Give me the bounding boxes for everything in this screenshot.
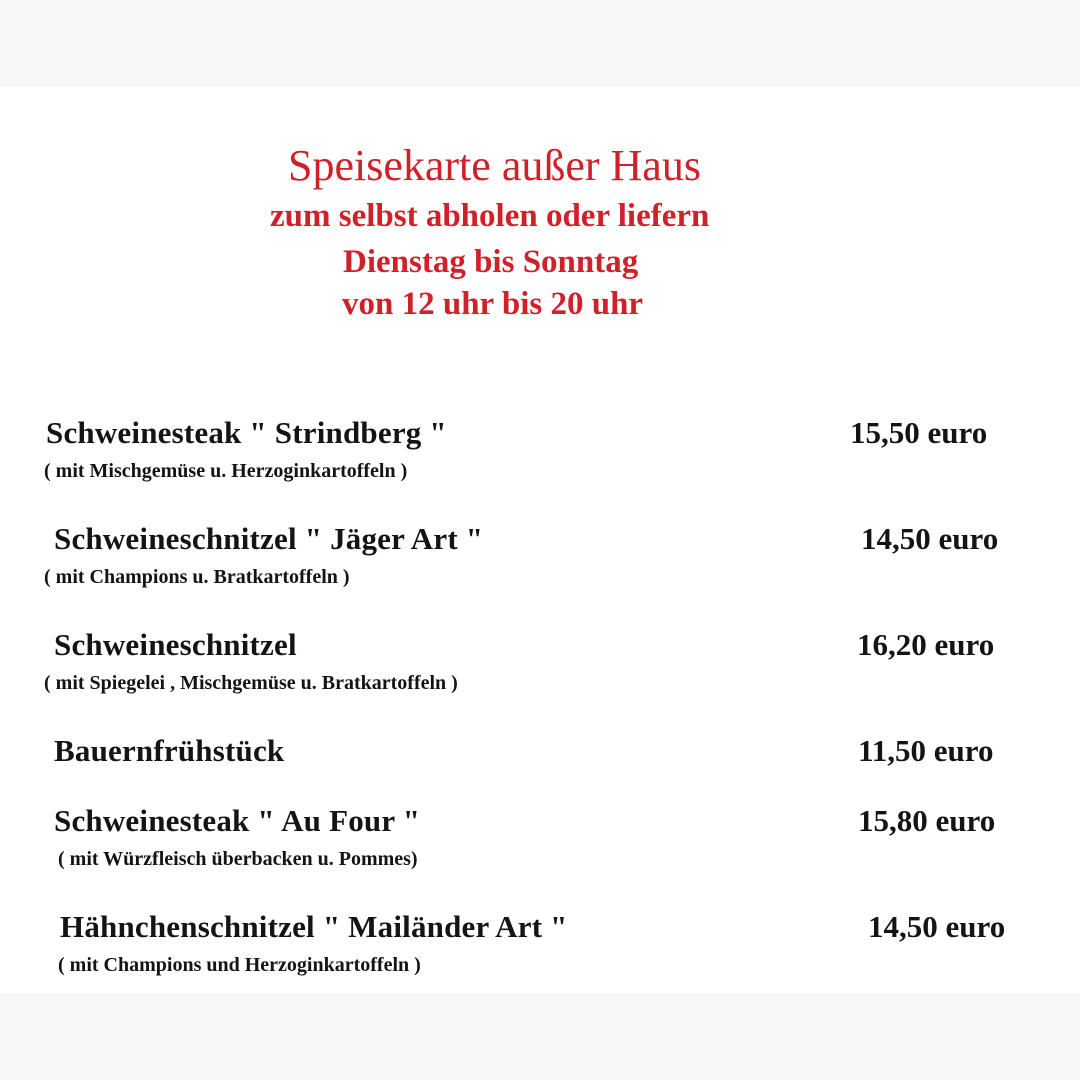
dish-description: ( mit Mischgemüse u. Herzoginkartoffeln ) bbox=[44, 460, 408, 482]
dish-price: 11,50 euro bbox=[858, 733, 994, 768]
dish-price: 14,50 euro bbox=[868, 909, 1006, 944]
opening-hours: von 12 uhr bis 20 uhr bbox=[342, 286, 644, 322]
opening-days: Dienstag bis Sonntag bbox=[343, 244, 639, 280]
dish-name: Schweinesteak " Au Four " bbox=[54, 803, 421, 838]
dish-price: 14,50 euro bbox=[861, 521, 999, 556]
dish-description: ( mit Spiegelei , Mischgemüse u. Bratkartoffeln ) bbox=[44, 672, 458, 694]
dish-name: Bauernfrühstück bbox=[54, 733, 285, 768]
dish-name: Schweineschnitzel bbox=[54, 627, 297, 662]
dish-name: Hähnchenschnitzel " Mailänder Art " bbox=[60, 909, 568, 944]
pickup-delivery-note: zum selbst abholen oder liefern bbox=[270, 198, 710, 234]
dish-price: 15,50 euro bbox=[850, 415, 988, 450]
menu-card bbox=[0, 86, 1080, 994]
dish-price: 15,80 euro bbox=[858, 803, 996, 838]
dish-description: ( mit Würzfleisch überbacken u. Pommes) bbox=[58, 848, 418, 870]
dish-price: 16,20 euro bbox=[857, 627, 995, 662]
dish-description: ( mit Champions und Herzoginkartoffeln ) bbox=[58, 954, 421, 976]
page-title: Speisekarte außer Haus bbox=[288, 141, 701, 190]
dish-description: ( mit Champions u. Bratkartoffeln ) bbox=[44, 566, 350, 588]
dish-name: Schweinesteak " Strindberg " bbox=[46, 415, 447, 450]
menu-list bbox=[0, 86, 1080, 994]
dish-name: Schweineschnitzel " Jäger Art " bbox=[54, 521, 484, 556]
